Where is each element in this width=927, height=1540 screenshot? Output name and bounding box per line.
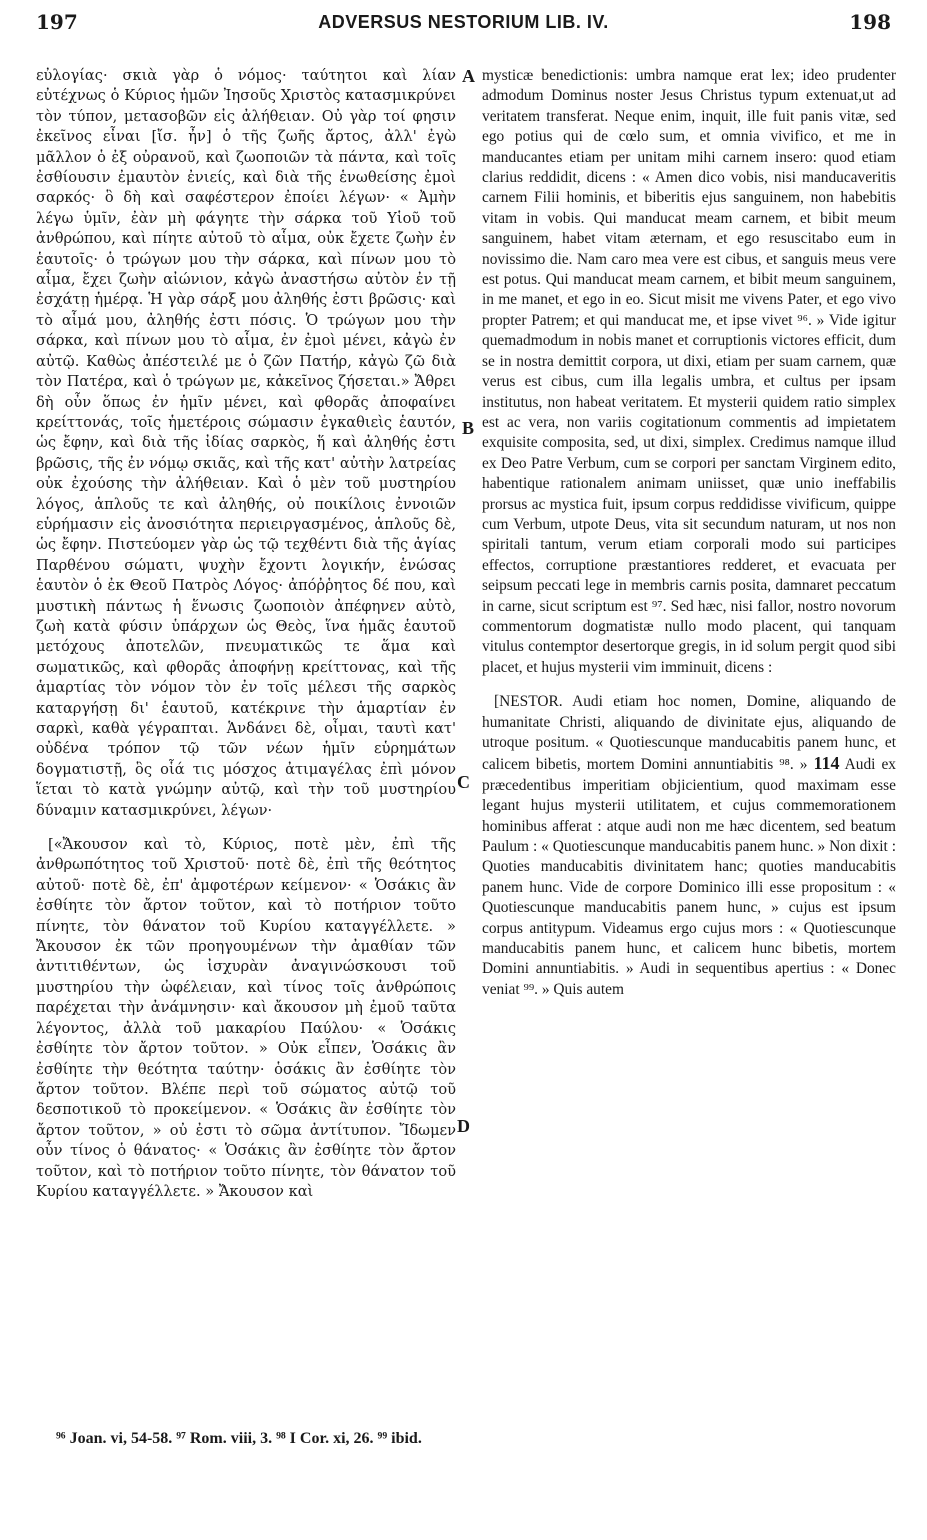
running-title: ADVERSUS NESTORIUM LIB. IV. xyxy=(318,12,609,32)
margin-marker-b: B xyxy=(462,418,475,438)
latin-paragraph-1: mysticæ benedictionis: umbra namque erat lex; ideo prudenter admodum Dominus noster Jesus Christus typum extenuat,ut ad veritatem transferat. Neque enim, inquit, ille fuit panis vitæ, sed ego potius qui de cœlo sum, et omnia vivifico, et me in manducantes etiam per unitam mihi carnem insero: quod etiam clarius reddidit, dicens : « Amen dico vobis, nisi manducaveritis carnem Filii hominis, et biberitis ejus sanguinem, non habebitis vitam in vobis. Qui manducat meam carnem, et bibit meum sanguinem, habet vitam æternam, et ego resuscitabo eum in novissimo die. Nam caro mea vere est cibus, et sanguis meus vere est potus. Qui manducat meam carnem, et bibit meum sanguinem, in me manet, et ego in eo. Sicut misit me vivens Pater, et ego vivo propter Patrem; et qui manducat me, et ipse vivet ⁹⁶. » Vide igitur quemadmodum in nobis manet et corruptionis victores efficit, dum se in nostra demittit corpora, ut dixi, etiam per suam carnem, quæ verus est cibus, cum illa legalis umbra, et cultus per ipsam institutus, non habeat veritatem. Et mysterii quidem ratio simplex est ac vera, non variis cogitationum commentis ad impietatem exquisite composita, sed, ut dixi, simplex. Credimus namque illud ex Deo Patre Verbum, cum se corpori per sanctam Virginem edito, habentique rationalem animam uniisset, quæ unio ineffabilis prorsus ac mystica fuit, ipsum corpus reddidisse vivificum, quippe cum Verbum, utpote Deus, vita sit secundum naturam, ut nos non spiritali tantum, verum etiam corporali modo sui participes effectos, corruptione præstantiores redderet, et evacuata per seipsum peccati lege in membris carnis posita, damnaret peccatum in carne, sicut scriptum est ⁹⁷. Sed hæc, nisi fallor, nostro novorum commentorum dogmatistæ nullo modo placent, qui tanquam vitulus contemptor desertorque gregis, in id solum pergit quod sibi placet, et hujus mysterii vim imminuit, dicens : xyxy=(482,67,896,676)
margin-marker-d: D xyxy=(457,1116,470,1136)
latin-paragraph-2 xyxy=(482,692,896,1000)
footnotes: ⁹⁶ Joan. vi, 54-58. ⁹⁷ Rom. viii, 3. ⁹⁸ I Cor. xi, 26. ⁹⁹ ibid. xyxy=(56,1430,422,1447)
greek-column xyxy=(36,66,456,1202)
page-mark: 114 xyxy=(813,753,840,774)
margin-marker-c: C xyxy=(457,772,470,792)
latin-paragraph-2-text-a: Audi etiam hoc nomen, Domine, aliquando de humanitate Christi, aliquando de divinitate ejus, aliquando de utroque positum. « Quotiescunque manducabitis panem hunc, et calicem bibetis, mortem Domini annuntiabitis ⁹⁸. » xyxy=(482,693,896,774)
greek-paragraph-1: εὐλογίας· σκιὰ γὰρ ὁ νόμος· ταύτητοι καὶ λίαν εὐτέχνως ὁ Κύριος ἡμῶν Ἰησοῦς Χριστὸς κατασμικρύνει τὸν τύπον, μετασοβῶν εἰς ἀλήθειαν. Οὐ γὰρ τοί φησιν ἐκεῖνος εἶναι [ἴσ. ἦν] ὁ τῆς ζωῆς ἄρτος, ἀλλ' ἐγὼ μᾶλλον ὁ ἐξ οὐρανοῦ, καὶ ζωοποιῶν τὰ πάντα, καὶ τοῖς ἐσθίουσιν ἐμαυτὸν ἐνιείς, καὶ διὰ τῆς ἑνωθείσης ἐμοὶ σαρκός· ὃ δὴ καὶ σαφέστερον ἐποίει λέγων· « Ἀμὴν λέγω ὑμῖν, ἐὰν μὴ φάγητε τὴν σάρκα τοῦ Υἱοῦ τοῦ ἀνθρώπου, καὶ πίητε αὐτοῦ τὸ αἷμα, οὐκ ἔχετε ζωὴν ἐν ἑαυτοῖς· ὁ τρώγων μου τὴν σάρκα, καὶ πίνων μου τὸ αἷμα, ἔχει ζωὴν αἰώνιον, κἀγὼ ἀναστήσω αὐτὸν ἐν τῇ ἐσχάτῃ ἡμέρᾳ. Ἡ γὰρ σάρξ μου ἀληθής ἐστι βρῶσις· καὶ τὸ αἷμά μου, ἀληθής ἐστι πόσις. Ὁ τρώγων μου τὴν σάρκα, καὶ πίνων μου τὸ αἷμα, ἐν ἐμοὶ μένει, κἀγὼ ἐν αὐτῷ. Καθὼς ἀπέστειλέ με ὁ ζῶν Πατήρ, κἀγὼ ζῶ διὰ τὸν Πατέρα, καὶ ὁ τρώγων με, κἀκεῖνος ζήσεται.» Ἄθρει δὴ οὖν ὅπως ἐν ἡμῖν μένει, καὶ φθορᾶς ἀποφαίνει κρείττονάς, τοῖς ἡμετέροις σώμασιν ἐγκαθιεὶς ἑαυτόν, ὡς ἔφην, καὶ διὰ τῆς ἰδίας σαρκὸς, ἥ καὶ ἀληθής ἐστι βρῶσις, τῆς ἐν νόμῳ σκιᾶς, καὶ τῆς κατ' αὐτὴν λατρείας οὐκ ἐχούσης τὴν ἀλήθειαν. Καὶ ὁ μὲν τοῦ μυστηρίου λόγος, ἁπλοῦς τε καὶ ἀληθής, οὐ ποικίλοις ἐννοιῶν εὑρήμασιν εἰς ἀνοσιότητα περιειργασμένος, ἁπλοῦς δὲ, ὡς ἔφην. Πιστεύομεν γὰρ ὡς τῷ τεχθέντι διὰ τῆς ἁγίας Παρθένου σώματι, ψυχὴν ἔχοντι λογικήν, ἑνώσας ἑαυτὸν ὁ ἐκ Θεοῦ Πατρὸς Λόγος· ἀπόῤῥητος δέ που, καὶ μυστικὴ πάντως ἡ ἕνωσις ζωοποιὸν ἀπέφηνεν αὐτὸ, ζωὴ κατὰ φύσιν ὑπάρχων ὡς Θεὸς, ἵνα ἡμᾶς ἑαυτοῦ μετόχους ἀποτελῶν, πνευματικῶς τε ἅμα καὶ σωματικῶς, καὶ φθορᾶς ἀποφήνῃ κρείττονας, καὶ τῆς ἁμαρτίας τὸν νόμον τὸν ἐν τοῖς μέλεσι τῆς σαρκὸς καταργήσῃ δι' ἑαυτοῦ, κατέκρινε τὴν ἁμαρτίαν ἐν σαρκὶ, καθὰ γέγραπται. Ἁνδάνει δὲ, οἶμαι, ταυτὶ κατ' οὐδένα τρόπον τῷ τῶν νέων ἡμῖν εὑρημάτων δογματιστῇ, ὃς οἷά τις μόσχος ἀτιμαγέλας ἐπὶ μόνον ἵεται τὸ κατὰ γνώμην αὐτῷ, καὶ τὴν τοῦ μυστηρίου δύναμιν κατασμικρύνει, λέγων· xyxy=(36,67,456,819)
latin-paragraph-2-text-b: Audi ex præcedentibus imperitiam objicientium, quod maximam esse legant hujus mysterii utilitatem, et cujus commemorationem hominibus afferat : atque audi non me hæc dicentem, sed beatum Paulum : « Quotiescunque manducabitis panem hunc. » Non dixit : Quoties manducabitis divinitatem hanc; quoties manducabitis panem hunc. Vide de corpore Dominico illi esse propositum : « Quotiescunque manducabitis panem hunc, » cujus est ipsum corpus antitypum. Videamus ergo cujus mors : « Quotiescunque manducabitis panem hunc, et calicem hunc bibetis, mortem Domini annuntiabitis. » Audi in sequentibus apertius : « Donec veniat ⁹⁹. » Quis autem xyxy=(482,756,896,998)
greek-paragraph-2: [«Ἄκουσον καὶ τὸ, Κύριος, ποτὲ μὲν, ἐπὶ τῆς ἀνθρωπότητος τοῦ Χριστοῦ· ποτὲ δὲ, ἐπὶ τῆς θεότητος αὐτοῦ· ποτὲ δὲ, ἐπ' ἀμφοτέρων κείμενον· « Ὁσάκις ἂν ἐσθίητε τὸν ἄρτον τοῦτον, καὶ τὸ ποτήριον τοῦτο πίνητε, τὸν θάνατον τοῦ Κυρίου καταγγέλλετε. » Ἄκουσον ἐκ τῶν προηγουμένων τὴν ἀμαθίαν τῶν ἀντιτιθέντων, ὡς ἰσχυρὰν ἀναγινώσκουσι τοῦ μυστηρίου τὴν ὠφέλειαν, καὶ τίνος τοῖς ἀνθρώποις παρέχεται τὴν ἀνάμνησιν· καὶ ἄκουσον μὴ ἐμοῦ ταῦτα λέγοντος, ἀλλὰ τοῦ μακαρίου Παύλου· « Ὁσάκις ἐσθίητε τὸν ἄρτον τοῦτον. » Οὐκ εἶπεν, Ὁσάκις ἂν ἐσθίητε τὴν θεότητα ταύτην· ὁσάκις ἂν ἐσθίητε τὸν ἄρτον τοῦτον. Βλέπε περὶ τοῦ σώματος αὐτῷ τοῦ δεσποτικοῦ τὸ προκείμενον. « Ὁσάκις ἂν ἐσθίητε τὸν ἄρτον τοῦτον, » οὐ ἐστι τὸ σῶμα ἀντίτυπον. Ἴδωμεν οὖν τίνος ὁ θάνατος· « Ὁσάκις ἂν ἐσθίητε τὸν ἄρτον τοῦτον, καὶ τὸ ποτήριον τοῦτο πίνητε, τὸν θάνατον τοῦ Κυρίου καταγγέλλετε. » Ἄκουσον καὶ xyxy=(36,836,456,1200)
running-header xyxy=(36,10,891,44)
page-number-right: 198 xyxy=(849,10,891,34)
margin-marker-a: A xyxy=(462,66,475,86)
speaker-label: [NESTOR. xyxy=(494,693,573,711)
page-number-left: 197 xyxy=(36,10,78,34)
latin-column xyxy=(482,66,896,1000)
